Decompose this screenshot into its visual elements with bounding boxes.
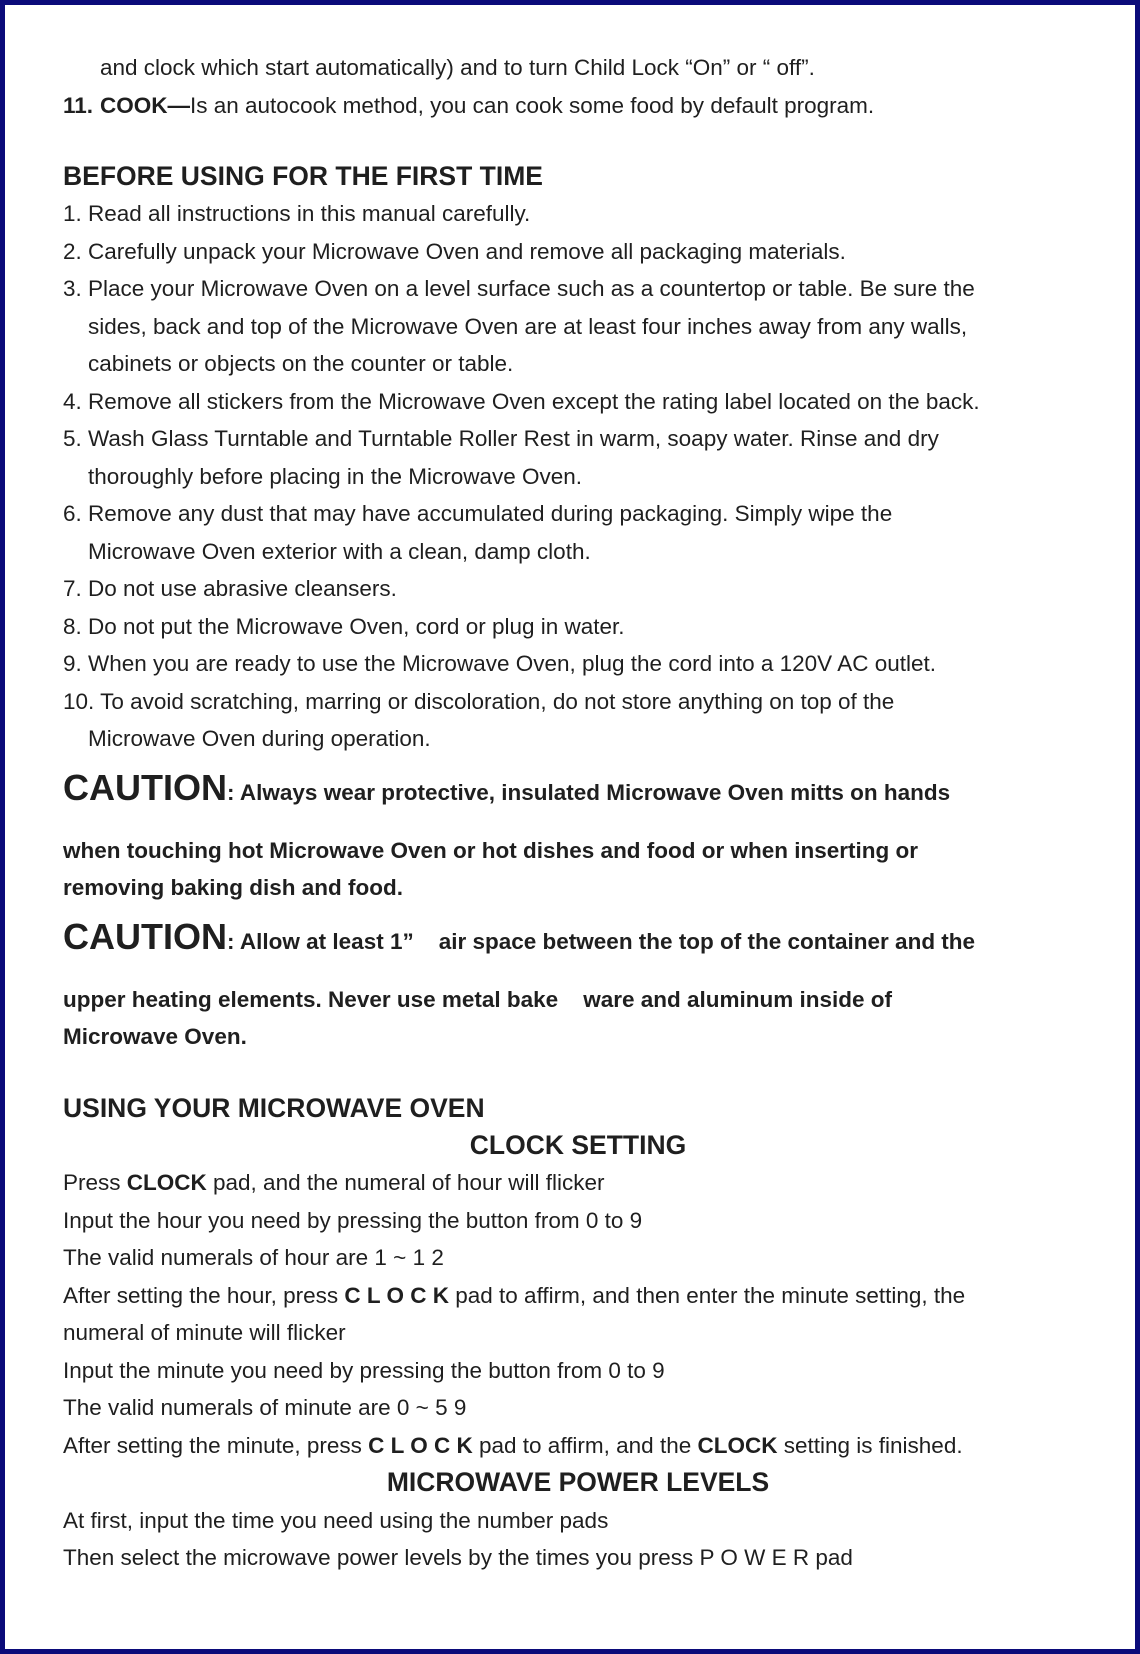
list-item-line: thoroughly before placing in the Microwave Oven.: [88, 463, 583, 489]
caution-line: when touching hot Microwave Oven or hot dishes and food or when inserting or: [63, 837, 919, 863]
text: setting is finished.: [777, 1432, 963, 1458]
list-item-line: Microwave Oven during operation.: [88, 726, 431, 751]
list-item: [63, 608, 1093, 646]
power-levels-title: MICROWAVE POWER LEVELS: [386, 1467, 770, 1497]
item-11-text: Is an autocook method, you can cook some food by default program.: [190, 92, 875, 118]
caution-mitts: [63, 763, 1093, 907]
list-item: [63, 383, 1093, 421]
list-item-line: 10. To avoid scratching, marring or discoloration, do not store anything on top of the: [63, 688, 895, 714]
list-item-line: cabinets or objects on the counter or table.: [88, 351, 514, 376]
clock-key-label: CLOCK: [126, 1170, 207, 1195]
text: pad, and the numeral of hour will flicker: [206, 1170, 605, 1195]
using-title: USING YOUR MICROWAVE OVEN: [63, 1092, 485, 1123]
before-using-list: [63, 195, 1093, 758]
power-step: At first, input the time you need using the number pads: [63, 1507, 609, 1533]
list-item: [63, 495, 1093, 570]
list-item: [63, 270, 1093, 383]
list-item-line: 2. Carefully unpack your Microwave Oven and remove all packaging materials.: [63, 238, 846, 264]
power-step: Then select the microwave power levels by the times you press P O W E R pad: [63, 1545, 853, 1570]
clock-step: Input the hour you need by pressing the button from 0 to 9: [63, 1207, 643, 1233]
list-item-line: 3. Place your Microwave Oven on a level surface such as a countertop or table. Be sure the: [63, 276, 975, 301]
clock-key-label: CLOCK: [697, 1432, 778, 1458]
text: pad to affirm, and then enter the minute setting, the: [449, 1282, 966, 1308]
clock-step: [63, 1277, 1093, 1315]
clock-step: [63, 1427, 1093, 1465]
list-item-line: 6. Remove any dust that may have accumulated during packaging. Simply wipe the: [63, 501, 893, 526]
list-item: [63, 570, 1093, 608]
caution-line: removing baking dish and food.: [63, 875, 404, 900]
continuation-line: and clock which start automatically) and to turn Child Lock “On” or “ off”.: [100, 55, 815, 80]
text: After setting the minute, press: [63, 1432, 369, 1458]
caution-line: upper heating elements. Never use metal bake ware and aluminum inside of: [63, 986, 892, 1012]
item-11-body: [100, 87, 874, 125]
caution-text: : Allow at least 1” air space between the top of the container and the: [227, 928, 976, 954]
caution-word: CAUTION: [63, 766, 227, 808]
list-item-line: 9. When you are ready to use the Microwave Oven, plug the cord into a 120V AC outlet.: [63, 651, 936, 676]
clock-step: [63, 1164, 1093, 1202]
item-11: [63, 87, 1093, 125]
clock-step: The valid numerals of minute are 0 ~ 5 9: [63, 1395, 467, 1420]
list-item: [63, 420, 1093, 495]
list-item: [63, 645, 1093, 683]
list-item-line: 5. Wash Glass Turntable and Turntable Roller Rest in warm, soapy water. Rinse and dry: [63, 426, 939, 451]
list-item: [63, 233, 1093, 271]
clock-setting-steps: [63, 1164, 1093, 1464]
caution-air-space: [63, 912, 1093, 1056]
text: pad to affirm, and the: [472, 1432, 698, 1458]
clock-step: The valid numerals of hour are 1 ~ 1 2: [63, 1245, 444, 1270]
list-item-line: 4. Remove all stickers from the Microwave Oven except the rating label located on the back.: [63, 388, 980, 414]
page-content: [63, 49, 1093, 1577]
caution-first-line: [63, 912, 1093, 967]
caution-line: Microwave Oven.: [63, 1024, 247, 1049]
clock-step: numeral of minute will flicker: [63, 1320, 346, 1345]
caution-first-line: [63, 763, 1093, 818]
list-item: [63, 683, 1093, 758]
clock-setting-title: CLOCK SETTING: [469, 1129, 687, 1160]
clock-step: Input the minute you need by pressing the button from 0 to 9: [63, 1357, 665, 1383]
text: After setting the hour, press: [63, 1282, 345, 1308]
caution-text: : Always wear protective, insulated Microwave Oven mitts on hands: [227, 779, 951, 805]
item-11-label: COOK—: [100, 92, 190, 118]
list-item-line: 1. Read all instructions in this manual carefully.: [63, 201, 531, 226]
power-levels-steps: [63, 1502, 1093, 1577]
list-item-line: 7. Do not use abrasive cleansers.: [63, 576, 397, 601]
caution-word: CAUTION: [63, 915, 227, 957]
list-item-line: sides, back and top of the Microwave Oven are at least four inches away from any walls,: [88, 313, 968, 339]
list-item-line: 8. Do not put the Microwave Oven, cord or plug in water.: [63, 613, 625, 639]
item-11-number: 11.: [63, 92, 94, 118]
list-item: [63, 195, 1093, 233]
before-using-title: BEFORE USING FOR THE FIRST TIME: [63, 161, 543, 191]
clock-key-label: C L O C K: [368, 1432, 473, 1458]
list-item-line: Microwave Oven exterior with a clean, damp cloth.: [88, 538, 591, 564]
text: Press: [63, 1170, 127, 1195]
clock-key-label: C L O C K: [344, 1282, 449, 1308]
